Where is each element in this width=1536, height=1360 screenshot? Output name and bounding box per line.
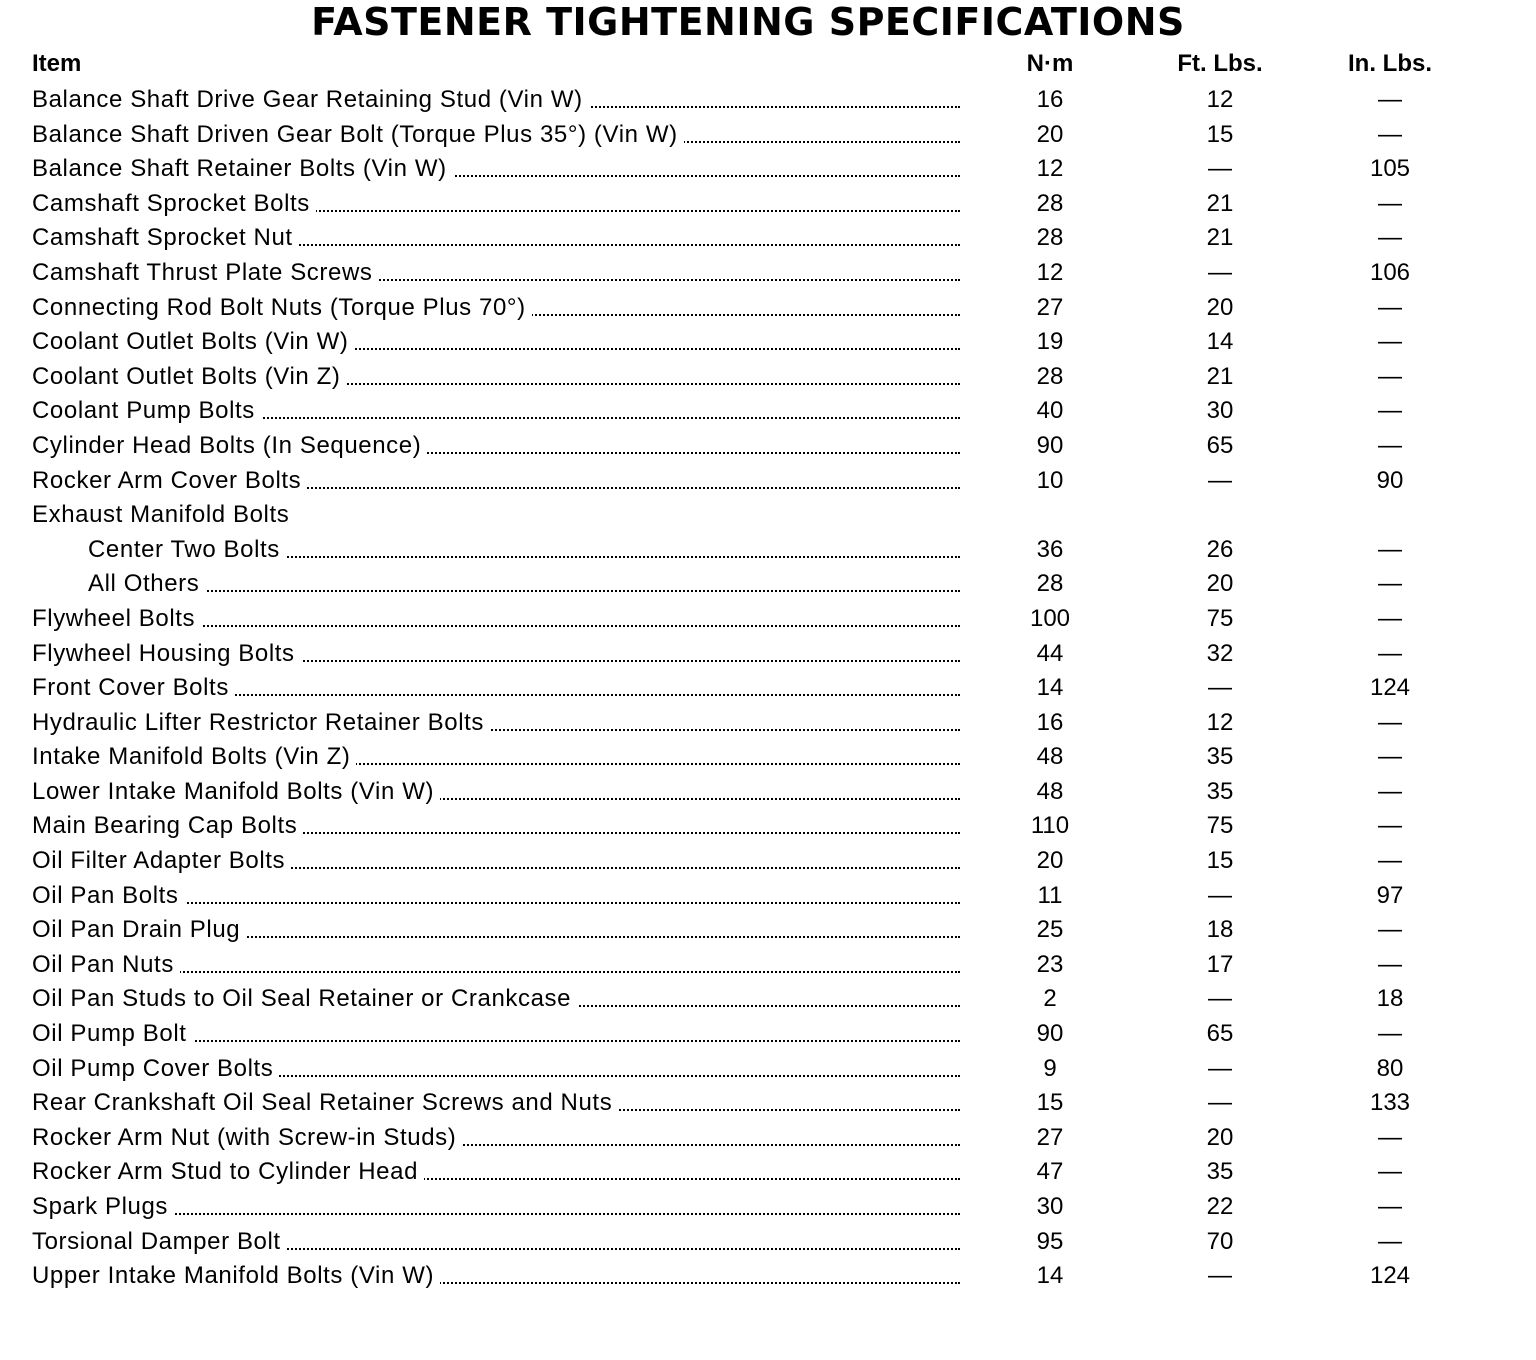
nm-value: 28 (1036, 570, 1064, 598)
nm-value: 2 (1043, 985, 1057, 1013)
nm-value: 100 (1029, 604, 1071, 632)
ft-lbs-value: — (1208, 466, 1232, 494)
item-leader (32, 256, 960, 290)
table-row (0, 1190, 1536, 1225)
item-label: Balance Shaft Retainer Bolts (Vin W) (32, 155, 453, 182)
nm-value: 95 (1036, 1227, 1064, 1255)
item-leader (32, 429, 960, 463)
table-row (0, 567, 1536, 602)
item-label: Coolant Outlet Bolts (Vin Z) (32, 363, 346, 390)
in-lbs-value: — (1378, 293, 1402, 321)
ft-lbs-value: 35 (1206, 1158, 1234, 1186)
ft-lbs-value: 26 (1206, 535, 1234, 563)
table-row (0, 1155, 1536, 1190)
item-leader (32, 221, 960, 255)
item-leader (88, 567, 960, 601)
in-lbs-value: 18 (1376, 985, 1404, 1013)
in-lbs-value: — (1378, 431, 1402, 459)
item-leader (32, 1155, 960, 1189)
item-leader (32, 498, 960, 532)
nm-value: 30 (1036, 1193, 1064, 1220)
ft-lbs-value: 17 (1206, 950, 1234, 978)
item-label: Oil Pan Nuts (32, 951, 180, 978)
item-label: Hydraulic Lifter Restrictor Retainer Bolts (32, 709, 490, 736)
item-label: Oil Pump Bolt (32, 1020, 193, 1047)
table-row (0, 913, 1536, 948)
ft-lbs-value: 22 (1206, 1193, 1234, 1220)
nm-value: 20 (1036, 847, 1064, 875)
item-leader (32, 1259, 960, 1293)
item-label: Flywheel Bolts (32, 605, 201, 632)
item-leader (32, 637, 960, 671)
nm-value: 44 (1036, 639, 1064, 667)
item-label: Front Cover Bolts (32, 674, 235, 701)
ft-lbs-value: 75 (1206, 812, 1234, 840)
table-row (0, 83, 1536, 118)
item-leader (32, 740, 960, 774)
in-lbs-value: — (1378, 1020, 1402, 1048)
table-row (0, 1225, 1536, 1260)
in-lbs-value: 124 (1369, 674, 1411, 702)
item-leader (32, 1052, 960, 1086)
in-lbs-value: — (1378, 777, 1402, 805)
ft-lbs-value: 32 (1206, 639, 1234, 667)
nm-value: 10 (1036, 466, 1064, 494)
table-row (0, 1086, 1536, 1121)
nm-value: 110 (1030, 812, 1070, 840)
table-row (0, 1017, 1536, 1052)
in-lbs-value: — (1378, 1158, 1402, 1186)
item-label: Torsional Damper Bolt (32, 1228, 287, 1255)
in-lbs-value: 90 (1376, 466, 1404, 494)
nm-value: 14 (1036, 1262, 1064, 1290)
ft-lbs-value: — (1208, 258, 1232, 286)
in-lbs-value: — (1378, 1227, 1402, 1255)
item-leader (32, 1086, 960, 1120)
nm-value: 27 (1036, 293, 1064, 321)
column-header-item: Item (32, 50, 82, 77)
in-lbs-value: — (1378, 224, 1402, 252)
item-label: All Others (88, 570, 205, 597)
column-header-in-lbs: In. Lbs. (1348, 50, 1432, 77)
ft-lbs-value: 21 (1206, 189, 1234, 217)
table-row (0, 948, 1536, 983)
ft-lbs-value: — (1208, 985, 1232, 1013)
nm-value: 47 (1036, 1158, 1064, 1186)
nm-value: 48 (1036, 743, 1064, 771)
nm-value: 90 (1036, 431, 1064, 459)
item-label: Rocker Arm Stud to Cylinder Head (32, 1158, 424, 1185)
table-row (0, 464, 1536, 499)
item-leader (32, 464, 960, 498)
table-row (0, 982, 1536, 1017)
nm-value: 40 (1036, 397, 1064, 425)
item-leader (32, 187, 960, 221)
nm-value: 14 (1036, 674, 1064, 702)
item-leader (32, 1121, 960, 1155)
item-label: Camshaft Sprocket Bolts (32, 190, 316, 217)
item-label: Balance Shaft Drive Gear Retaining Stud (Vin W) (32, 86, 589, 113)
item-label: Oil Filter Adapter Bolts (32, 847, 291, 874)
item-leader (32, 152, 960, 186)
nm-value: 11 (1037, 881, 1063, 909)
nm-value: 48 (1036, 777, 1064, 805)
nm-value: 28 (1036, 224, 1064, 252)
ft-lbs-value: 14 (1206, 328, 1234, 356)
ft-lbs-value: 18 (1206, 916, 1234, 944)
item-label: Rocker Arm Cover Bolts (32, 467, 307, 494)
table-row (0, 1121, 1536, 1156)
item-leader (32, 291, 960, 325)
in-lbs-value: — (1378, 743, 1402, 771)
item-leader (32, 913, 960, 947)
item-label: Connecting Rod Bolt Nuts (Torque Plus 70°) (32, 294, 532, 321)
table-row (0, 602, 1536, 637)
item-label: Oil Pump Cover Bolts (32, 1055, 279, 1082)
ft-lbs-value: — (1208, 881, 1232, 909)
in-lbs-value: 106 (1369, 258, 1411, 286)
nm-value: 23 (1036, 950, 1064, 978)
nm-value: 20 (1036, 120, 1064, 148)
in-lbs-value: — (1378, 847, 1402, 875)
nm-value: 36 (1036, 535, 1064, 563)
ft-lbs-value: — (1208, 674, 1232, 702)
table-row (0, 1259, 1536, 1294)
in-lbs-value: — (1378, 570, 1402, 598)
item-leader (32, 948, 960, 982)
nm-value: 15 (1036, 1089, 1064, 1117)
nm-value: 90 (1036, 1020, 1064, 1048)
item-leader (32, 1190, 960, 1224)
table-row (0, 1052, 1536, 1087)
nm-value: 19 (1036, 328, 1064, 356)
in-lbs-value: — (1378, 604, 1402, 632)
ft-lbs-value: 35 (1206, 777, 1234, 805)
table-header (0, 48, 1536, 84)
table-row (0, 429, 1536, 464)
column-header-ft-lbs: Ft. Lbs. (1177, 50, 1263, 77)
item-leader (32, 1017, 960, 1051)
in-lbs-value: — (1378, 950, 1402, 978)
item-label: Oil Pan Drain Plug (32, 916, 246, 943)
nm-value: 12 (1036, 258, 1064, 286)
ft-lbs-value: 12 (1206, 708, 1234, 736)
item-label: Flywheel Housing Bolts (32, 640, 301, 667)
table-row (0, 498, 1536, 533)
item-label: Camshaft Thrust Plate Screws (32, 259, 378, 286)
in-lbs-value: — (1378, 362, 1402, 390)
in-lbs-value: — (1378, 916, 1402, 944)
in-lbs-value: 105 (1369, 155, 1411, 183)
item-leader (88, 533, 960, 567)
item-leader (32, 775, 960, 809)
ft-lbs-value: 20 (1206, 570, 1234, 598)
item-label: Rocker Arm Nut (with Screw-in Studs) (32, 1124, 462, 1151)
nm-value: 12 (1036, 155, 1064, 183)
item-label: Main Bearing Cap Bolts (32, 812, 303, 839)
ft-lbs-value: — (1208, 1054, 1232, 1082)
item-leader (32, 325, 960, 359)
nm-value: 27 (1036, 1123, 1064, 1151)
item-label: Cylinder Head Bolts (In Sequence) (32, 432, 427, 459)
ft-lbs-value: 20 (1206, 293, 1234, 321)
item-label: Rear Crankshaft Oil Seal Retainer Screws and Nuts (32, 1089, 618, 1116)
nm-value: 25 (1036, 916, 1064, 944)
item-leader (32, 1225, 960, 1259)
item-label: Center Two Bolts (88, 536, 286, 563)
ft-lbs-value: 65 (1206, 1020, 1234, 1048)
item-label: Coolant Outlet Bolts (Vin W) (32, 328, 354, 355)
item-leader (32, 360, 960, 394)
in-lbs-value: 80 (1376, 1054, 1404, 1082)
item-leader (32, 809, 960, 843)
nm-value: 28 (1036, 362, 1064, 390)
nm-value: 16 (1036, 708, 1064, 736)
ft-lbs-value: 35 (1206, 743, 1234, 771)
item-leader (32, 706, 960, 740)
table-row (0, 221, 1536, 256)
ft-lbs-value: 12 (1206, 86, 1234, 113)
in-lbs-value: 133 (1369, 1089, 1411, 1117)
ft-lbs-value: 30 (1206, 397, 1234, 425)
item-leader (32, 83, 960, 117)
table-row (0, 360, 1536, 395)
table-row (0, 637, 1536, 672)
in-lbs-value: 124 (1369, 1262, 1411, 1290)
item-label: Intake Manifold Bolts (Vin Z) (32, 743, 356, 770)
nm-value: 16 (1036, 86, 1064, 113)
table-row (0, 118, 1536, 153)
ft-lbs-value: 75 (1206, 604, 1234, 632)
in-lbs-value: — (1378, 1193, 1402, 1220)
ft-lbs-value: — (1208, 1262, 1232, 1290)
in-lbs-value: — (1378, 708, 1402, 736)
item-label: Oil Pan Bolts (32, 882, 185, 909)
in-lbs-value: — (1378, 1123, 1402, 1151)
item-leader (32, 844, 960, 878)
ft-lbs-value: 70 (1206, 1227, 1234, 1255)
item-label: Oil Pan Studs to Oil Seal Retainer or Crankcase (32, 985, 577, 1012)
item-label: Camshaft Sprocket Nut (32, 224, 299, 251)
ft-lbs-value: 21 (1206, 224, 1234, 252)
in-lbs-value: — (1378, 86, 1402, 113)
nm-value: 9 (1043, 1054, 1057, 1082)
table-row (0, 187, 1536, 222)
in-lbs-value: — (1378, 639, 1402, 667)
in-lbs-value: — (1378, 812, 1402, 840)
table-row (0, 291, 1536, 326)
in-lbs-value: 97 (1376, 881, 1404, 909)
item-leader (32, 118, 960, 152)
ft-lbs-value: 65 (1206, 431, 1234, 459)
item-leader (32, 982, 960, 1016)
table-row (0, 844, 1536, 879)
table-row (0, 809, 1536, 844)
table-row (0, 394, 1536, 429)
item-label: Lower Intake Manifold Bolts (Vin W) (32, 778, 440, 805)
item-leader (32, 879, 960, 913)
table-row (0, 671, 1536, 706)
in-lbs-value: — (1378, 189, 1402, 217)
table-row (0, 706, 1536, 741)
ft-lbs-value: 15 (1206, 847, 1234, 875)
nm-value: 28 (1036, 189, 1064, 217)
in-lbs-value: — (1378, 120, 1402, 148)
ft-lbs-value: — (1208, 1089, 1232, 1117)
page-title: FASTENER TIGHTENING SPECIFICATIONS (311, 0, 1185, 44)
table-row (0, 152, 1536, 187)
table-row (0, 533, 1536, 568)
column-header-nm: N·m (1026, 50, 1074, 77)
table-row (0, 740, 1536, 775)
in-lbs-value: — (1378, 535, 1402, 563)
ft-lbs-value: — (1208, 155, 1232, 183)
item-label: Upper Intake Manifold Bolts (Vin W) (32, 1262, 440, 1289)
ft-lbs-value: 15 (1206, 120, 1234, 148)
table-row (0, 775, 1536, 810)
item-label: Exhaust Manifold Bolts (32, 501, 295, 528)
in-lbs-value: — (1378, 397, 1402, 425)
item-leader (32, 671, 960, 705)
ft-lbs-value: 21 (1206, 362, 1234, 390)
item-leader (32, 602, 960, 636)
ft-lbs-value: 20 (1206, 1123, 1234, 1151)
spec-table (0, 83, 1536, 1294)
table-row (0, 879, 1536, 914)
item-label: Spark Plugs (32, 1193, 174, 1220)
table-row (0, 256, 1536, 291)
item-label: Coolant Pump Bolts (32, 397, 261, 424)
table-row (0, 325, 1536, 360)
item-label: Balance Shaft Driven Gear Bolt (Torque Plus 35°) (Vin W) (32, 121, 684, 148)
in-lbs-value: — (1378, 328, 1402, 356)
item-leader (32, 394, 960, 428)
